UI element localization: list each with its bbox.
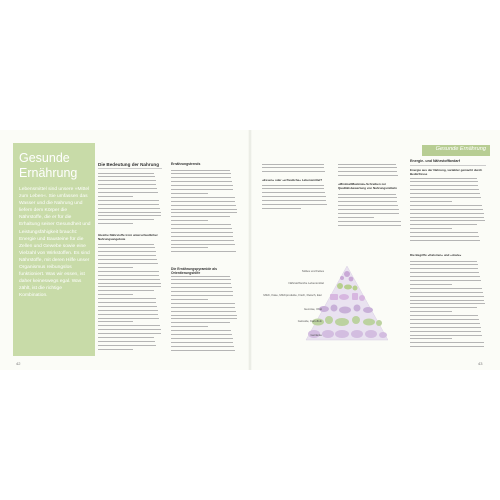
text-line	[171, 236, 233, 238]
text-line	[98, 173, 154, 175]
col5-subheading-2: Die Begriffe »Kalorien« und »Joule«	[410, 253, 462, 257]
col2-body-top	[171, 168, 238, 264]
section-tag-label: Gesunde Ernährung	[435, 146, 486, 152]
text-line	[171, 338, 233, 340]
text-line	[98, 318, 159, 320]
text-line	[171, 201, 235, 203]
text-line	[262, 185, 324, 187]
text-line	[410, 217, 484, 219]
text-line	[171, 276, 230, 278]
text-line	[171, 197, 235, 199]
text-line	[171, 209, 237, 211]
col5-body-1	[410, 176, 486, 250]
text-line	[410, 201, 452, 203]
text-line	[410, 209, 483, 211]
col1-heading: Die Bedeutung der Nahrung	[98, 162, 159, 167]
text-line	[171, 307, 235, 309]
col1-body-top	[98, 171, 162, 231]
text-line	[338, 217, 374, 219]
text-line	[410, 193, 480, 195]
text-line	[98, 204, 159, 206]
text-line	[410, 311, 452, 313]
text-line	[171, 342, 233, 344]
text-line	[410, 261, 477, 263]
text-line	[410, 178, 477, 180]
text-line	[410, 300, 484, 302]
text-line	[98, 247, 155, 249]
col2-subheading: Die Ernährungspyramide als Orientierungshilfe	[171, 267, 217, 275]
text-line	[171, 244, 235, 246]
text-line	[338, 213, 399, 215]
text-line	[171, 299, 208, 301]
text-line	[171, 240, 234, 242]
text-line	[171, 295, 233, 297]
text-line	[171, 318, 237, 320]
text-line	[98, 329, 161, 331]
text-line	[410, 315, 478, 317]
text-line	[262, 164, 324, 166]
text-line	[98, 298, 156, 300]
pyramid-label-3: Milch, Käse, Milchprodukte, Fisch, Fleisch, Eier	[263, 293, 322, 297]
text-line	[171, 350, 235, 352]
text-line	[410, 268, 478, 270]
text-line	[338, 225, 401, 227]
text-line	[171, 326, 208, 328]
text-line	[338, 201, 397, 203]
text-line	[410, 288, 482, 290]
text-line	[98, 188, 157, 190]
text-line	[98, 259, 157, 261]
section-tag	[422, 145, 490, 156]
text-line	[171, 303, 235, 305]
text-line	[98, 271, 159, 273]
text-line	[98, 294, 133, 296]
intro-sidebar	[13, 143, 95, 356]
pyramid-label-6: Getränke	[310, 333, 322, 337]
text-line	[98, 251, 156, 253]
chapter-title: Gesunde Ernährung	[19, 151, 78, 180]
text-line	[98, 263, 158, 265]
pyramid-label-4: Gemüse, Obst	[303, 307, 322, 311]
text-line	[98, 286, 161, 288]
text-line	[98, 176, 155, 178]
text-line	[410, 346, 484, 348]
text-line	[262, 200, 326, 202]
col5-rule	[410, 165, 486, 166]
text-line	[410, 205, 482, 207]
text-line	[171, 247, 208, 249]
text-line	[338, 209, 399, 211]
text-line	[171, 251, 236, 253]
text-line	[410, 264, 478, 266]
text-line	[98, 219, 154, 221]
text-line	[98, 302, 156, 304]
col5-heading: Energie- und Nährstoffbedarf	[410, 159, 460, 163]
text-line	[98, 255, 156, 257]
text-line	[410, 342, 484, 344]
text-line	[410, 232, 478, 234]
text-line	[338, 221, 401, 223]
text-line	[98, 244, 154, 246]
text-line	[410, 296, 484, 298]
col4-body-1	[338, 162, 404, 180]
col3-body-1	[262, 162, 332, 176]
text-line	[98, 337, 154, 339]
text-line	[171, 181, 232, 183]
text-line	[410, 197, 481, 199]
text-line	[98, 341, 155, 343]
text-line	[98, 180, 156, 182]
text-line	[171, 315, 237, 317]
text-line	[410, 181, 478, 183]
pyramid-label-1: Süßes und Fettes	[301, 269, 324, 273]
col1-rule	[98, 168, 162, 169]
text-line	[338, 205, 398, 207]
text-line	[262, 208, 301, 210]
text-line	[98, 321, 133, 323]
text-line	[171, 170, 230, 172]
text-line	[338, 197, 397, 199]
text-line	[410, 280, 481, 282]
text-line	[98, 290, 154, 292]
text-line	[338, 194, 396, 196]
col5-subheading-1: Energie aus der Nahrung, variabler gemacht durch Bedürfnisse	[410, 168, 483, 176]
pyramid-label-2: Nährstoffreiche Lebensmittel	[288, 281, 324, 285]
col1-subheading: Gleiche Nährstoffe trotz unterschiedlicher Nahrungsangebote	[98, 233, 158, 241]
text-line	[98, 223, 133, 225]
text-line	[171, 185, 233, 187]
text-line	[98, 192, 158, 194]
col3-body-2	[262, 183, 332, 213]
text-line	[171, 212, 237, 214]
text-line	[98, 279, 160, 281]
text-line	[410, 276, 480, 278]
text-line	[98, 310, 158, 312]
text-line	[171, 334, 232, 336]
text-line	[98, 267, 133, 269]
text-line	[171, 205, 236, 207]
text-line	[98, 283, 161, 285]
text-line	[262, 196, 326, 198]
chapter-intro-text: Lebensmittel sind unsere »Mittel zum Leben«. Sie umfassen das Wasser und die Nahrung und liefern dem Körper die Nährstoffe, die er für die Erhaltung seiner Gesundheit und Leistungsfähigkeit braucht: Energie und Bausteine für die Zellen und Gewebe sowie eine Vielzahl von Wirkstoffen. Es sind Nährstoffe, mit deren Hilfe unser Organismus reibungslos funktioniert. Was wir essen, ist daher keineswegs egal. Was zählt, ist die richtige Kombination.	[19, 187, 91, 299]
text-line	[171, 346, 234, 348]
text-line	[98, 208, 160, 210]
col1-body-bottom	[98, 242, 162, 362]
text-line	[98, 200, 159, 202]
text-line	[171, 220, 208, 222]
text-line	[410, 185, 478, 187]
text-line	[410, 240, 480, 242]
text-line	[171, 177, 231, 179]
text-line	[171, 224, 231, 226]
page-number-left: 42	[16, 361, 21, 366]
text-line	[171, 322, 230, 324]
text-line	[171, 232, 233, 234]
text-line	[338, 164, 396, 166]
text-line	[98, 184, 156, 186]
text-line	[98, 345, 156, 347]
text-line	[410, 292, 483, 294]
col2-body-bottom	[171, 274, 238, 362]
text-line	[98, 349, 133, 351]
text-line	[410, 307, 477, 309]
text-line	[171, 189, 233, 191]
text-line	[171, 287, 232, 289]
text-line	[98, 333, 161, 335]
page-number-right: 43	[478, 361, 483, 366]
text-line	[410, 284, 452, 286]
text-line	[262, 192, 325, 194]
text-line	[410, 331, 481, 333]
text-line	[410, 228, 452, 230]
col3-subheading-2: »Minimal/Maximal«-Schreiben zur Qualitätsbewertung von Nahrungsmitteln	[338, 182, 397, 190]
text-line	[410, 338, 452, 340]
text-line	[171, 283, 231, 285]
pyramid-label-5: Getreide, Kartoffeln	[297, 319, 322, 323]
text-line	[171, 216, 230, 218]
text-line	[98, 275, 159, 277]
page-gutter	[248, 130, 252, 370]
text-line	[410, 303, 485, 305]
text-line	[410, 189, 479, 191]
text-line	[98, 212, 161, 214]
text-line	[171, 279, 231, 281]
text-line	[410, 323, 480, 325]
text-line	[98, 215, 161, 217]
text-line	[171, 291, 233, 293]
text-line	[338, 175, 398, 177]
text-line	[98, 314, 158, 316]
text-line	[410, 335, 482, 337]
text-line	[410, 319, 479, 321]
col3-subheading-1: »Essen« oder »erfreuliche« Lebensmittel?	[262, 178, 323, 182]
text-line	[98, 325, 160, 327]
text-line	[410, 220, 485, 222]
text-line	[410, 224, 477, 226]
text-line	[262, 171, 325, 173]
text-line	[171, 330, 231, 332]
col4-body-2	[338, 192, 404, 232]
text-line	[262, 188, 324, 190]
text-line	[410, 213, 484, 215]
text-line	[338, 167, 397, 169]
text-line	[98, 306, 157, 308]
text-line	[171, 193, 208, 195]
text-line	[98, 196, 133, 198]
col2-heading: Ernährungstrends	[171, 162, 201, 166]
text-line	[171, 228, 232, 230]
food-pyramid-illustration	[262, 262, 388, 342]
text-line	[410, 272, 479, 274]
text-line	[171, 311, 236, 313]
text-line	[262, 204, 327, 206]
text-line	[410, 236, 479, 238]
text-line	[171, 173, 231, 175]
text-line	[262, 167, 324, 169]
text-line	[410, 327, 481, 329]
col5-body-2	[410, 259, 486, 359]
text-line	[338, 171, 397, 173]
